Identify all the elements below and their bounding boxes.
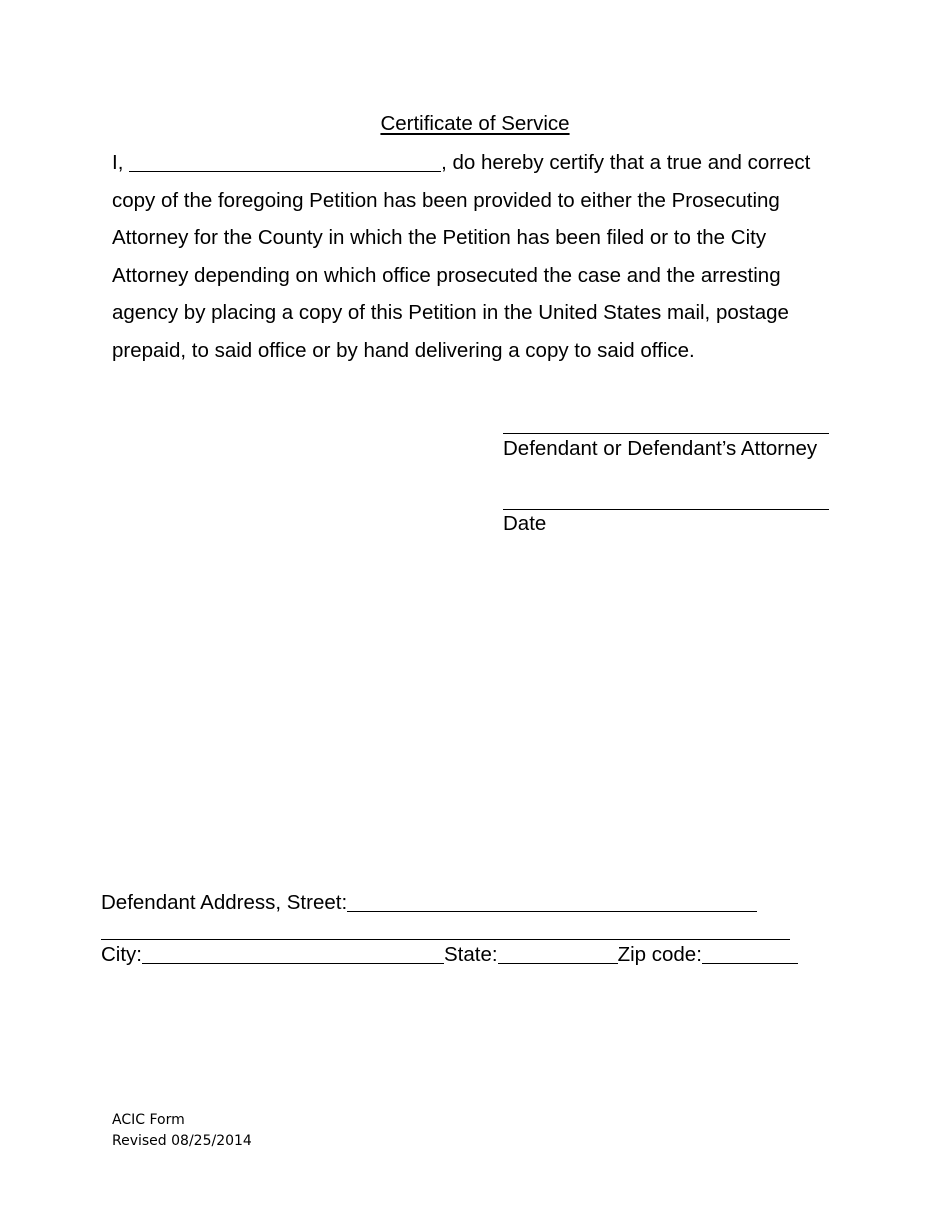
certify-line: Attorney depending on which office prosecuted the case and the arresting (112, 263, 781, 287)
certification-paragraph (112, 144, 852, 369)
form-footer (112, 1110, 252, 1152)
certifier-name-field[interactable] (129, 153, 441, 172)
state-label: State: (444, 943, 498, 966)
form-name: ACIC Form (112, 1112, 185, 1128)
city-label: City: (101, 943, 142, 966)
state-field[interactable] (498, 945, 618, 964)
zip-field[interactable] (702, 945, 798, 964)
certify-prefix: I, (112, 151, 124, 174)
city-field[interactable] (142, 945, 444, 964)
revision-date: Revised 08/25/2014 (112, 1133, 252, 1149)
signature-label: Defendant or Defendant’s Attorney (503, 437, 818, 460)
street-row (101, 891, 757, 915)
street-label: Defendant Address, Street: (101, 891, 348, 914)
certify-line: copy of the foregoing Petition has been provided to either the Prosecuting (112, 188, 780, 212)
city-state-zip-row (101, 943, 798, 967)
page-title: Certificate of Service (380, 112, 570, 135)
street-field[interactable] (347, 893, 757, 912)
certify-line: Attorney for the County in which the Petition has been filed or to the City (112, 226, 767, 249)
zip-label: Zip code: (617, 943, 702, 966)
signature-line[interactable] (503, 433, 829, 434)
certify-line: prepaid, to said office or by hand delivering a copy to said office. (112, 338, 695, 362)
date-label: Date (503, 512, 547, 535)
date-line[interactable] (503, 509, 829, 510)
certify-suffix: , do hereby certify that a true and correct (441, 151, 811, 174)
address-second-line[interactable] (101, 939, 790, 940)
certify-line: agency by placing a copy of this Petition in the United States mail, postage (112, 301, 789, 324)
certify-first-line (112, 144, 852, 182)
